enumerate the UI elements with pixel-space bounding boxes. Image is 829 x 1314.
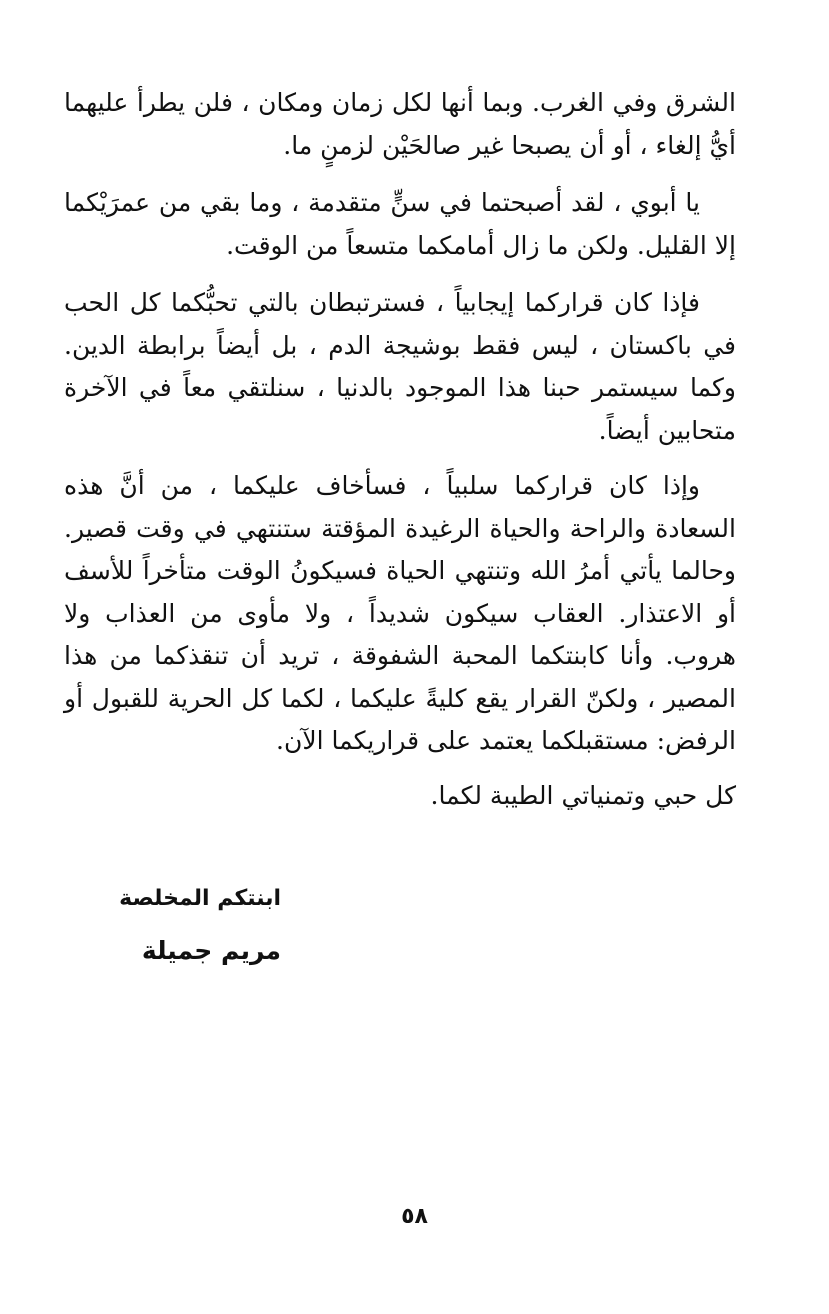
page-body (64, 82, 736, 831)
page-number: ٥٨ (401, 1204, 428, 1229)
signature-closing: ابنتكم المخلصة (119, 886, 281, 911)
paragraph-wishes: كل حبي وتمنياتي الطيبة لكما. (430, 780, 736, 810)
signature-name: مريم جميلة (141, 936, 281, 965)
paragraph-negative-decision: وإذا كان قراركما سلبياً ، فسأخاف عليكما ، من أنَّ هذه السعادة والراحة والحياة الرغيدة المؤقتة ستنتهي في وقت قصير. وحالما يأتي أمرُ الله وتنتهي الحياة فسيكونُ الوقت متأخراً للأسف أو الاعتذار. العقاب سيكون شديداً ، ولا مأوى من العذاب ولا هروب. وأنا كابنتكما المحبة الشفوقة ، تريد أن تنقذكما من هذا المصير ، ولكنّ القرار يقع كليةً عليكما ، لكما كل الحرية للقبول أو الرفض: مستقبلكما يعتمد على قراريكما الآن. (64, 471, 736, 755)
paragraph-address-parents: يا أبوي ، لقد أصبحتما في سنٍّ متقدمة ، وما بقي من عمرَيْكما إلا القليل. ولكن ما زال أمامكما متسعاً من الوقت. (64, 188, 736, 260)
paragraph-continuation: الشرق وفي الغرب. وبما أنها لكل زمان ومكان ، فلن يطرأ عليهما أيُّ إلغاء ، أو أن يصبحا غير صالحَيْن لزمنٍ ما. (64, 88, 736, 160)
signature-block (119, 884, 281, 968)
paragraph-positive-decision: فإذا كان قراركما إيجابياً ، فسترتبطان بالتي تحبُّكما كل الحب في باكستان ، ليس فقط بوشيجة الدم ، بل أيضاً برابطة الدين. وكما سيستمر حبنا هذا الموجود بالدنيا ، سنلتقي معاً في الآخرة متحابين أيضاً. (64, 288, 736, 445)
